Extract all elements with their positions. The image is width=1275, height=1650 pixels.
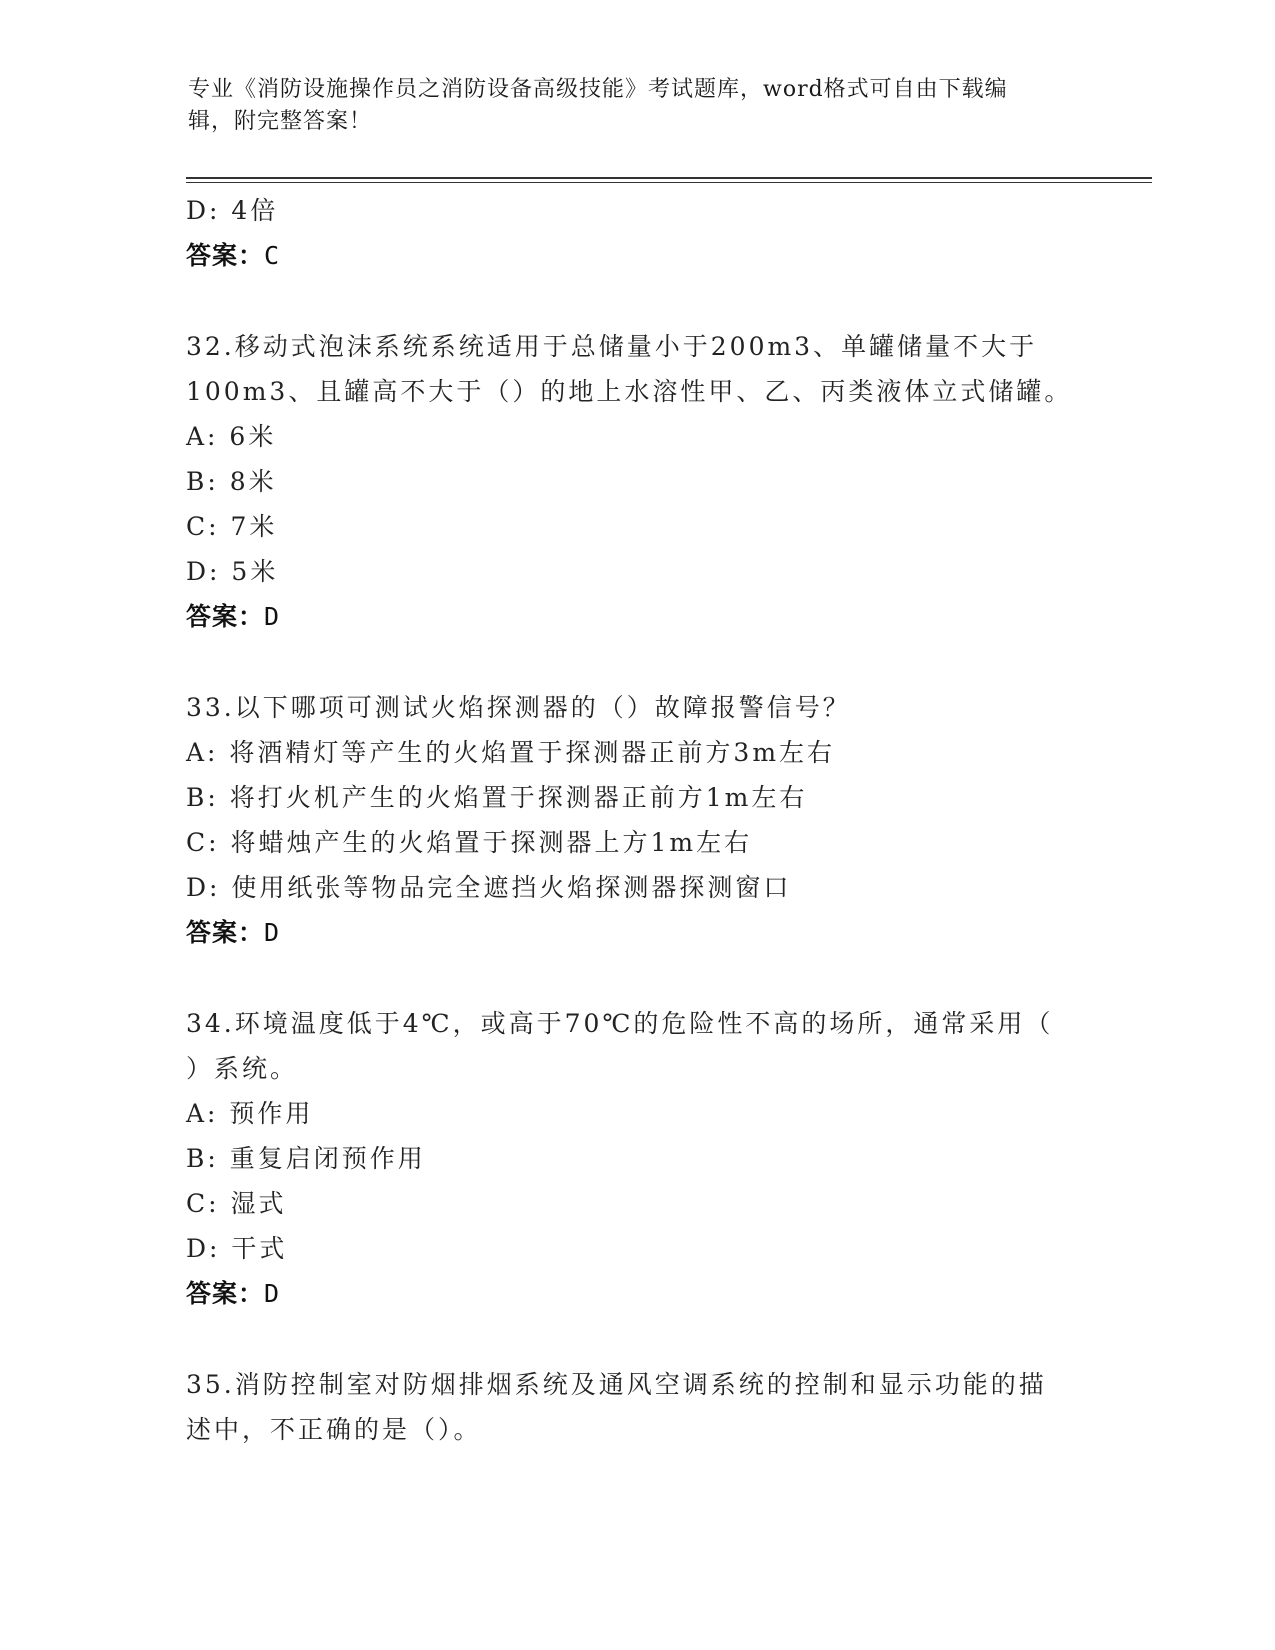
spacer	[186, 1316, 1086, 1362]
answer-line	[186, 594, 1086, 639]
option-c: C: 将蜡烛产生的火焰置于探测器上方1m左右	[186, 828, 753, 857]
option-b: B: 8米	[186, 467, 277, 496]
question-text-line-1: 35.消防控制室对防烟排烟系统及通风空调系统的控制和显示功能的描	[186, 1370, 1047, 1399]
answer-label: 答案：	[186, 602, 265, 631]
option-c: C: 湿式	[186, 1189, 287, 1218]
spacer	[186, 278, 1086, 324]
answer-label: 答案：	[186, 241, 265, 270]
spacer	[186, 639, 1086, 685]
option-a: A: 将酒精灯等产生的火焰置于探测器正前方3m左右	[186, 738, 836, 767]
question-34	[186, 1001, 1086, 1316]
prev-question-tail	[186, 188, 1086, 278]
option-d: D: 5米	[186, 557, 279, 586]
answer-line	[186, 910, 1086, 955]
spacer	[186, 955, 1086, 1001]
answer-line	[186, 233, 1086, 278]
answer-label: 答案：	[186, 1279, 265, 1308]
answer-value: D	[264, 1279, 281, 1308]
question-33	[186, 685, 1086, 955]
option-b: B: 将打火机产生的火焰置于探测器正前方1m左右	[186, 783, 808, 812]
option-d: D: 4倍	[186, 196, 279, 225]
question-text-line-2: 100m3、且罐高不大于（）的地上水溶性甲、乙、丙类液体立式储罐。	[186, 377, 1073, 406]
option-d: D: 干式	[186, 1234, 288, 1263]
option-d: D: 使用纸张等物品完全遮挡火焰探测器探测窗口	[186, 873, 792, 902]
question-text-line-1: 32.移动式泡沫系统系统适用于总储量小于200m3、单罐储量不大于	[186, 332, 1038, 361]
answer-value: C	[264, 241, 281, 270]
header-divider-thick	[186, 177, 1152, 179]
question-text-line-2: ）系统。	[186, 1054, 299, 1083]
answer-line	[186, 1271, 1086, 1316]
question-text-line-1: 33.以下哪项可测试火焰探测器的（）故障报警信号？	[186, 693, 851, 722]
answer-value: D	[264, 602, 281, 631]
option-c: C: 7米	[186, 512, 278, 541]
option-b: B: 重复启闭预作用	[186, 1144, 426, 1173]
option-a: A: 预作用	[186, 1099, 314, 1128]
header-line-1: 专业《消防设施操作员之消防设备高级技能》考试题库，word格式可自由下载编	[188, 77, 1008, 102]
question-content	[186, 188, 1086, 1452]
header-divider-thin	[186, 182, 1152, 183]
page-header	[188, 74, 1068, 138]
answer-value: D	[264, 918, 281, 947]
question-text-line-1: 34.环境温度低于4℃，或高于70℃的危险性不高的场所，通常采用（	[186, 1009, 1054, 1038]
question-32	[186, 324, 1086, 639]
question-text-line-2: 述中，不正确的是（）。	[186, 1415, 482, 1444]
option-a: A: 6米	[186, 422, 277, 451]
answer-label: 答案：	[186, 918, 265, 947]
question-35	[186, 1362, 1086, 1452]
header-line-2: 辑，附完整答案！	[188, 109, 373, 134]
